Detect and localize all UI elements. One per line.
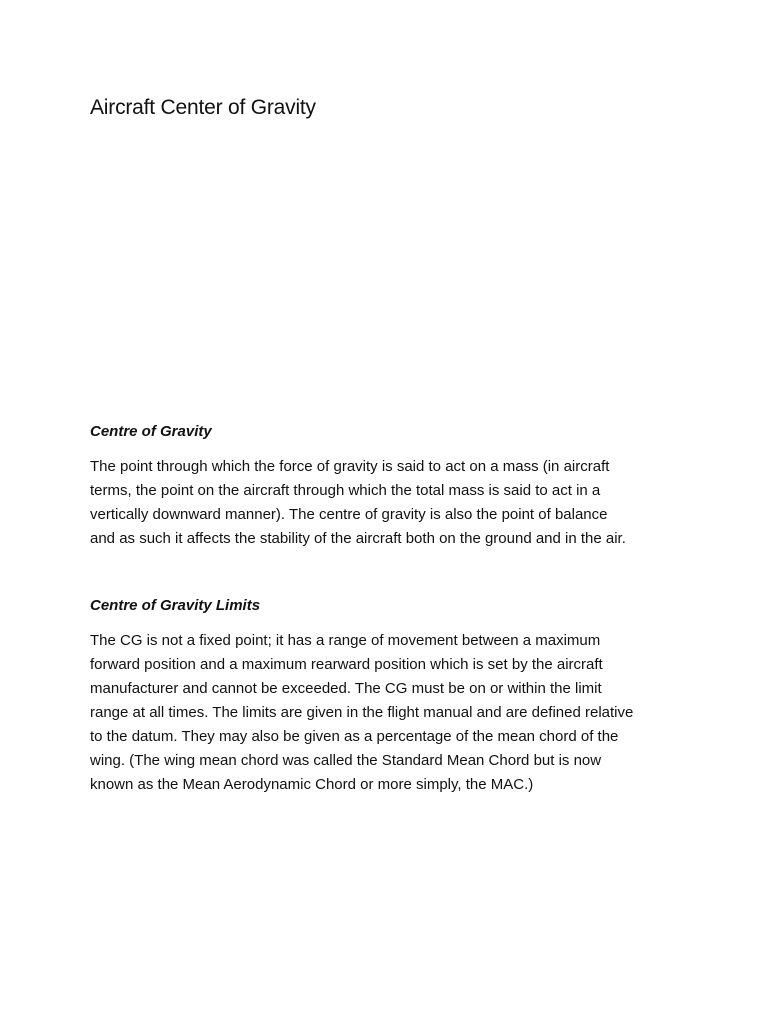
section-heading-centre-of-gravity: Centre of Gravity bbox=[90, 423, 212, 440]
paragraph-line: wing. (The wing mean chord was called the Standard Mean Chord but is now bbox=[90, 752, 602, 769]
paragraph-line: The point through which the force of gravity is said to act on a mass (in aircraft bbox=[90, 458, 610, 475]
paragraph-line: terms, the point on the aircraft through which the total mass is said to act in a bbox=[90, 482, 601, 499]
paragraph-centre-of-gravity-limits bbox=[90, 629, 690, 797]
section-heading-centre-of-gravity-limits: Centre of Gravity Limits bbox=[90, 597, 261, 614]
document-title: Aircraft Center of Gravity bbox=[90, 96, 316, 119]
paragraph-line: The CG is not a fixed point; it has a range of movement between a maximum bbox=[90, 632, 601, 649]
paragraph-line: and as such it affects the stability of the aircraft both on the ground and in the air. bbox=[90, 530, 626, 547]
paragraph-line: forward position and a maximum rearward position which is set by the aircraft bbox=[90, 656, 603, 673]
paragraph-line: manufacturer and cannot be exceeded. The CG must be on or within the limit bbox=[90, 680, 602, 697]
paragraph-line: vertically downward manner). The centre of gravity is also the point of balance bbox=[90, 506, 608, 523]
paragraph-line: range at all times. The limits are given in the flight manual and are defined relative bbox=[90, 704, 634, 721]
paragraph-centre-of-gravity bbox=[90, 455, 690, 551]
paragraph-line: to the datum. They may also be given as a percentage of the mean chord of the bbox=[90, 728, 619, 745]
paragraph-line: known as the Mean Aerodynamic Chord or more simply, the MAC.) bbox=[90, 776, 534, 793]
